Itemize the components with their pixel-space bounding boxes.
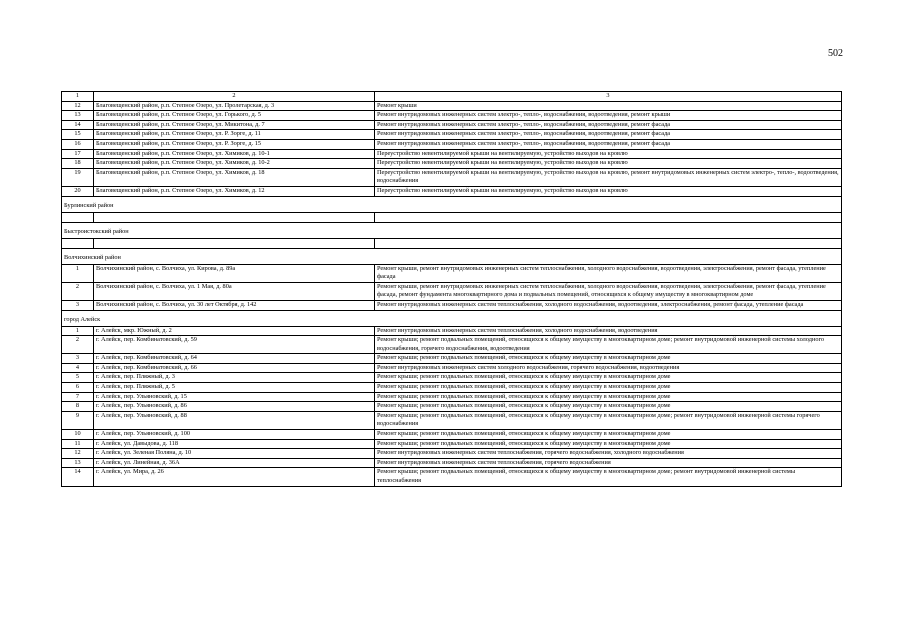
row-number: 20 [62,186,94,196]
row-address: г. Алейск, пер. Комбинатовский, д. 66 [94,363,375,373]
row-address: г. Алейск, ул. Мира, д. 26 [94,468,375,486]
row-number: 14 [62,468,94,486]
row-works: Ремонт крыши; ремонт подвальных помещений, относящихся к общему имуществу в многоквартирном доме; ремонт внутридомовой инженерной системы горячего водоснабжения [375,411,842,429]
table-row [62,120,842,130]
row-works: Ремонт крыши; ремонт подвальных помещений, относящихся к общему имуществу в многоквартирном доме [375,402,842,412]
row-works: Переустройство невентилируемой крыши на вентилируемую, устройство выходов на кровлю [375,186,842,196]
row-works: Ремонт крыши [375,101,842,111]
table-row [62,392,842,402]
table-row [62,336,842,354]
table-row [62,300,842,310]
row-works: Ремонт внутридомовых инженерных систем холодного водоснабжения, горячего водоснабжения, водоотведения [375,363,842,373]
row-works: Ремонт внутридомовых инженерных систем электро-, тепло-, водоснабжения, водоотведения, ремонт фасада [375,139,842,149]
section-row-burlinsky [62,196,842,212]
header-col-works: 3 [375,92,842,102]
row-number: 2 [62,336,94,354]
row-works: Ремонт внутридомовых инженерных систем электро-, тепло-, водоснабжения, водоотведения, ремонт фасада [375,120,842,130]
table-row [62,411,842,429]
row-works: Переустройство невентилируемой крыши на вентилируемую, устройство выходов на кровлю [375,159,842,169]
section-title: Бурлинский район [62,196,842,212]
row-address: Благовещенский район, р.п. Степное Озеро, ул. Р. Зорге, д. 15 [94,139,375,149]
row-number: 6 [62,383,94,393]
table-row [62,363,842,373]
section-row-bystroistoksky [62,222,842,238]
row-works: Ремонт внутридомовых инженерных систем электро-, тепло-, водоснабжения, водоотведения, ремонт крыши [375,111,842,121]
table-row [62,130,842,140]
row-address: Волчихинский район, с. Волчиха, ул. 1 Мая, д. 80а [94,282,375,300]
row-works: Ремонт крыши; ремонт подвальных помещений, относящихся к общему имуществу в многоквартирном доме [375,383,842,393]
row-address: г. Алейск, мкр. Южный, д. 2 [94,326,375,336]
row-address: Благовещенский район, р.п. Степное Озеро, ул. Горького, д. 5 [94,111,375,121]
row-works: Ремонт внутридомовых инженерных систем теплоснабжения, горячего водоснабжения, холодного водоснабжения [375,449,842,459]
row-works: Переустройство невентилируемой крыши на вентилируемую, устройство выходов на кровлю [375,149,842,159]
row-number: 3 [62,300,94,310]
row-address: г. Алейск, пер. Ульяновский, д. 100 [94,430,375,440]
table-row [62,326,842,336]
row-number: 10 [62,430,94,440]
empty-row [62,212,842,222]
section-title: Волчихинский район [62,248,842,264]
table-row [62,468,842,486]
row-number: 3 [62,354,94,364]
row-address: г. Алейск, пер. Пляжный, д. 3 [94,373,375,383]
table-row [62,264,842,282]
row-works: Ремонт крыши; ремонт подвальных помещений, относящихся к общему имуществу в многоквартирном доме [375,354,842,364]
row-works: Ремонт крыши, ремонт внутридомовых инженерных систем теплоснабжения, холодного водоснабжения, водоотведения, электроснабжения, ремонт фасада, утепление фасада, ремонт фундамента многоквартирного дома и подвальных помещений, относящихся к общему имуществу в многоквартирном доме [375,282,842,300]
row-works: Ремонт внутридомовых инженерных систем теплоснабжения, горячего водоснабжения [375,458,842,468]
table-row [62,439,842,449]
row-number: 7 [62,392,94,402]
table-row [62,430,842,440]
table-row [62,149,842,159]
row-address: г. Алейск, ул. Давыдова, д. 118 [94,439,375,449]
table-row [62,458,842,468]
row-address: Волчихинский район, с. Волчиха, ул. 30 лет Октября, д. 142 [94,300,375,310]
row-address: Благовещенский район, р.п. Степное Озеро, ул. Химиков, д. 18 [94,168,375,186]
row-address: г. Алейск, пер. Пляжный, д. 5 [94,383,375,393]
row-number: 9 [62,411,94,429]
row-address: Благовещенский район, р.п. Степное Озеро, ул. Химиков, д. 10-2 [94,159,375,169]
row-address: Благовещенский район, р.п. Степное Озеро, ул. Пролетарская, д. 3 [94,101,375,111]
row-number: 1 [62,264,94,282]
row-address: г. Алейск, пер. Комбинатовский, д. 64 [94,354,375,364]
row-number: 12 [62,101,94,111]
row-number: 13 [62,458,94,468]
row-address: г. Алейск, пер. Ульяновский, д. 86 [94,402,375,412]
table-row [62,354,842,364]
table-row [62,383,842,393]
row-number: 19 [62,168,94,186]
row-address: Благовещенский район, р.п. Степное Озеро, ул. Химиков, д. 10-1 [94,149,375,159]
row-address: г. Алейск, пер. Ульяновский, д. 88 [94,411,375,429]
row-address: Благовещенский район, р.п. Степное Озеро, ул. Р. Зорге, д. 11 [94,130,375,140]
row-works: Ремонт крыши, ремонт внутридомовых инженерных систем теплоснабжения, холодного водоснабжения, водоотведения, электроснабжения, ремонт фасада, утепление фасада [375,264,842,282]
row-works: Ремонт внутридомовых инженерных систем теплоснабжения, холодного водоснабжения, водоотведения, электроснабжения, ремонт фасада, утепление фасада [375,300,842,310]
header-row [62,92,842,102]
page-number: 502 [828,48,843,59]
row-address: г. Алейск, ул. Линейная, д. 36А [94,458,375,468]
table-row [62,101,842,111]
row-number: 5 [62,373,94,383]
header-col-number: 1 [62,92,94,102]
row-number: 13 [62,111,94,121]
repair-register-table [61,91,842,487]
row-works: Ремонт крыши; ремонт подвальных помещений, относящихся к общему имуществу в многоквартирном доме [375,373,842,383]
row-number: 2 [62,282,94,300]
section-title: город Алейск [62,310,842,326]
row-address: г. Алейск, пер. Ульяновский, д. 15 [94,392,375,402]
row-address: г. Алейск, ул. Зеленая Поляна, д. 10 [94,449,375,459]
table-row [62,373,842,383]
empty-row [62,238,842,248]
row-number: 8 [62,402,94,412]
row-address: Благовещенский район, р.п. Степное Озеро, ул. Микитона, д. 7 [94,120,375,130]
row-number: 18 [62,159,94,169]
table-row [62,282,842,300]
row-works: Ремонт крыши; ремонт подвальных помещений, относящихся к общему имуществу в многоквартирном доме [375,430,842,440]
row-works: Ремонт крыши; ремонт подвальных помещений, относящихся к общему имуществу в многоквартирном доме; ремонт внутридомовой инженерной системы холодного водоснабжения, горячего водоснабжения, водоотведения [375,336,842,354]
section-row-aleysk [62,310,842,326]
section-title: Быстроистокский район [62,222,842,238]
row-number: 12 [62,449,94,459]
section-row-volchikhinsky [62,248,842,264]
table-row [62,168,842,186]
table-row [62,449,842,459]
row-works: Переустройство невентилируемой крыши на вентилируемую, устройство выходов на кровлю, ремонт внутридомовых инженерных систем электро-, тепло-, водоотведения, водоснабжения [375,168,842,186]
table-row [62,139,842,149]
header-col-address: 2 [94,92,375,102]
row-address: Волчихинский район, с. Волчиха, ул. Кирова, д. 89а [94,264,375,282]
row-number: 4 [62,363,94,373]
row-works: Ремонт внутридомовых инженерных систем электро-, тепло-, водоснабжения, водоотведения, ремонт фасада [375,130,842,140]
table-row [62,111,842,121]
row-number: 16 [62,139,94,149]
table-row [62,159,842,169]
row-works: Ремонт крыши; ремонт подвальных помещений, относящихся к общему имуществу в многоквартирном доме [375,392,842,402]
row-number: 15 [62,130,94,140]
row-address: Благовещенский район, р.п. Степное Озеро, ул. Химиков, д. 12 [94,186,375,196]
row-number: 14 [62,120,94,130]
row-address: г. Алейск, пер. Комбинатовский, д. 59 [94,336,375,354]
row-works: Ремонт внутридомовых инженерных систем теплоснабжения, холодного водоснабжения, водоотведения [375,326,842,336]
table-row [62,186,842,196]
table-row [62,402,842,412]
row-works: Ремонт крыши; ремонт подвальных помещений, относящихся к общему имуществу в многоквартирном доме; ремонт внутридомовой инженерной системы теплоснабжения [375,468,842,486]
row-number: 11 [62,439,94,449]
row-number: 1 [62,326,94,336]
row-works: Ремонт крыши; ремонт подвальных помещений, относящихся к общему имуществу в многоквартирном доме [375,439,842,449]
row-number: 17 [62,149,94,159]
